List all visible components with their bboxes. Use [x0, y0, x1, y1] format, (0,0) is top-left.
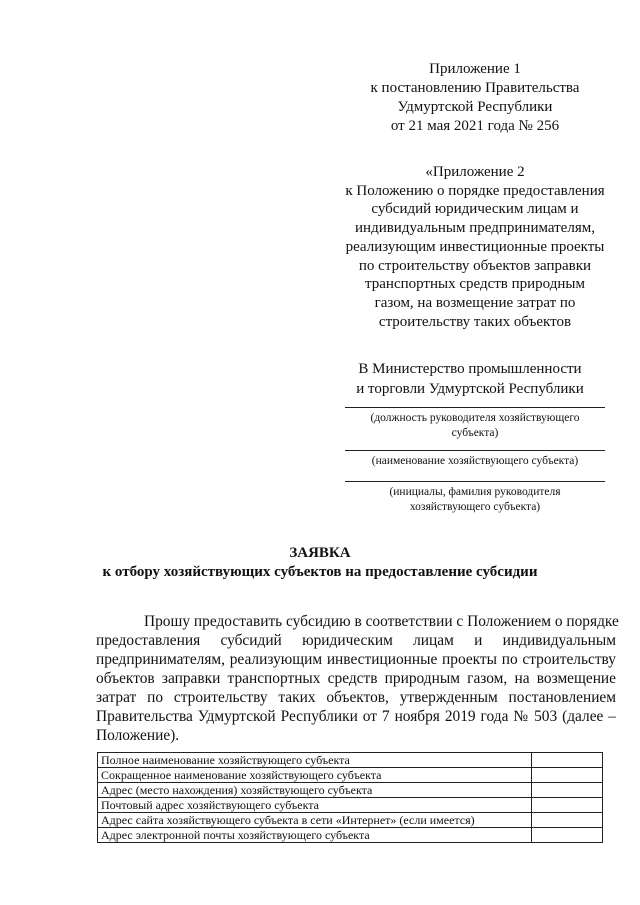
appendix-1-line: Удмуртской Республики — [397, 99, 553, 115]
paragraph-line: Положение). — [96, 727, 180, 744]
head-position-field — [345, 407, 605, 441]
entity-info-table — [97, 752, 603, 843]
appendix-2-line: «Приложение 2 — [425, 164, 525, 180]
table-row — [98, 798, 603, 813]
row-label: Сокращенное наименование хозяйствующего субъекта — [98, 768, 532, 783]
paragraph-line: затрат по строительству таких объектов, утвержденным постановлением — [96, 689, 616, 706]
paragraph-line: предпринимателям, реализующим инвестиционные проекты по строительству — [96, 651, 616, 668]
addressee-line: В Министерство промышленности — [358, 361, 582, 377]
row-value-cell[interactable] — [532, 753, 603, 768]
table-row — [98, 783, 603, 798]
appendix-1-line: от 21 мая 2021 года № 256 — [390, 118, 560, 134]
appendix-2-line: субсидий юридическим лицам и — [371, 201, 579, 218]
appendix-1-line: Приложение 1 — [429, 61, 521, 77]
appendix-2-line: транспортных средств природным — [365, 276, 585, 293]
addressee-line: и торговли Удмуртской Республики — [356, 381, 584, 397]
appendix-2-line: к Положению о порядке предоставления — [345, 182, 605, 199]
field-caption: (наименование хозяйствующего субъекта) — [371, 455, 579, 467]
appendix-1-line: к постановлению Правительства — [370, 80, 580, 96]
fill-line[interactable] — [345, 481, 605, 482]
table-row — [98, 813, 603, 828]
field-caption: (инициалы, фамилия руководителя — [389, 486, 561, 498]
row-value-cell[interactable] — [532, 768, 603, 783]
paragraph-line: Прошу предоставить субсидию в соответствии с Положением о порядке — [144, 613, 619, 630]
field-caption: (должность руководителя хозяйствующего — [370, 412, 580, 424]
row-value-cell[interactable] — [532, 783, 603, 798]
entity-name-field — [345, 450, 605, 469]
row-value-cell[interactable] — [532, 813, 603, 828]
title-main: ЗАЯВКА — [289, 545, 351, 561]
document-title — [0, 544, 640, 582]
appendix-2-line: строительству таких объектов — [378, 313, 572, 330]
paragraph-line: объектов заправки транспортных средств природным газом, на возмещение — [96, 670, 616, 687]
request-paragraph — [96, 612, 619, 745]
head-name-field — [345, 481, 605, 515]
fill-line[interactable] — [345, 407, 605, 408]
appendix-2-line: по строительству объектов заправки — [358, 257, 592, 274]
title-sub: к отбору хозяйствующих субъектов на предоставление субсидии — [102, 564, 538, 580]
table-row — [98, 768, 603, 783]
field-caption: субъекта) — [451, 427, 499, 439]
row-value-cell[interactable] — [532, 798, 603, 813]
appendix-2-line: индивидуальным предпринимателям, — [355, 220, 595, 237]
paragraph-line: Правительства Удмуртской Республики от 7 ноября 2019 года № 503 (далее – — [96, 708, 616, 725]
field-caption: хозяйствующего субъекта) — [409, 501, 541, 513]
paragraph-line: предоставления субсидий юридическим лицам и индивидуальным — [96, 632, 616, 649]
row-label: Почтовый адрес хозяйствующего субъекта — [98, 798, 532, 813]
fill-line[interactable] — [345, 450, 605, 451]
row-value-cell[interactable] — [532, 828, 603, 843]
row-label: Адрес (место нахождения) хозяйствующего субъекта — [98, 783, 532, 798]
addressee — [325, 359, 615, 399]
table-row — [98, 828, 603, 843]
table-row — [98, 753, 603, 768]
appendix-1-header — [355, 60, 595, 136]
row-label: Адрес электронной почты хозяйствующего субъекта — [98, 828, 532, 843]
appendix-2-line: газом, на возмещение затрат по — [374, 294, 576, 311]
appendix-2-header — [325, 163, 625, 331]
appendix-2-line: реализующим инвестиционные проекты — [345, 238, 605, 255]
row-label: Адрес сайта хозяйствующего субъекта в сети «Интернет» (если имеется) — [98, 813, 532, 828]
row-label: Полное наименование хозяйствующего субъекта — [98, 753, 532, 768]
